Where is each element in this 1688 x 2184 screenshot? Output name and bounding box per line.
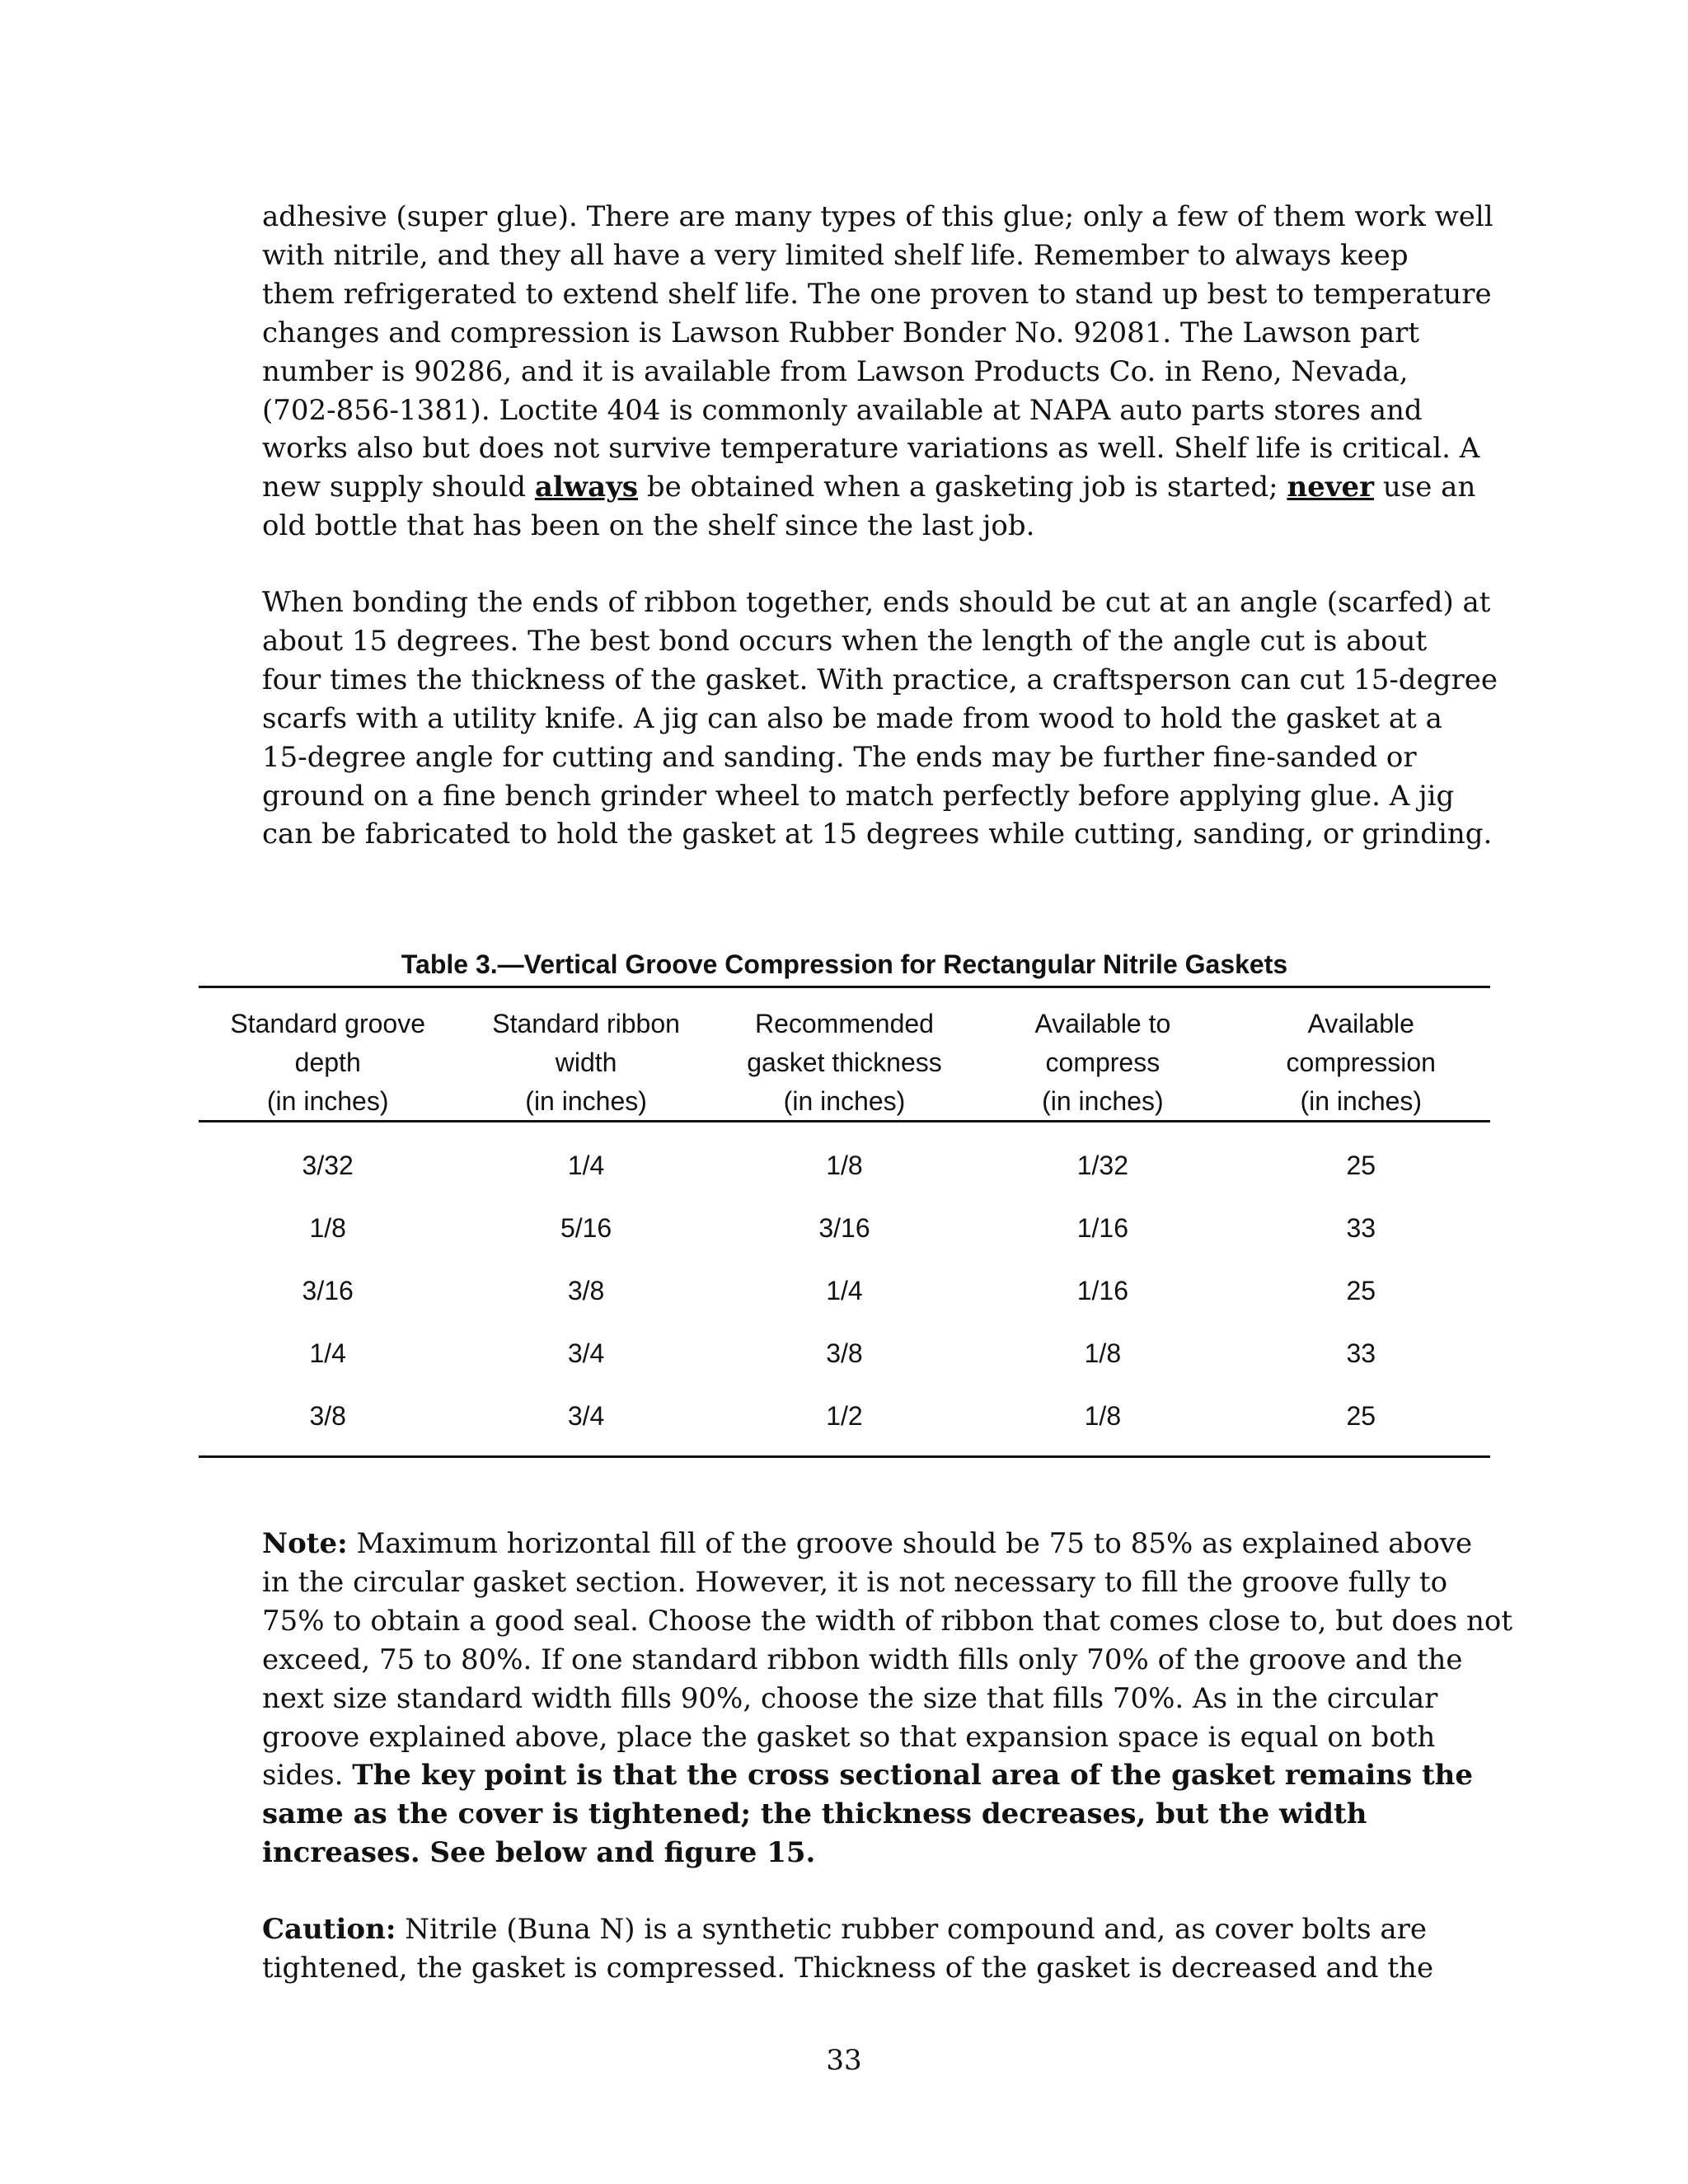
table-cell: 3/4 bbox=[567, 1401, 605, 1431]
table-title: Table 3.—Vertical Groove Compression for Rectangular Nitrile Gaskets bbox=[401, 949, 1288, 979]
table-cell: 3/8 bbox=[309, 1401, 346, 1431]
table-cell: 3/16 bbox=[302, 1276, 354, 1305]
table-cell: 25 bbox=[1346, 1401, 1376, 1431]
table-cell: 1/8 bbox=[826, 1151, 863, 1180]
table-cell: 25 bbox=[1346, 1151, 1376, 1180]
table-row bbox=[199, 1322, 1490, 1385]
header-gasket-thickness bbox=[715, 1005, 973, 1120]
text-line bbox=[262, 1756, 1498, 1795]
table-cell: 5/16 bbox=[560, 1213, 612, 1243]
header-available-to-compress bbox=[973, 1005, 1231, 1120]
key-point-text: The key point is that the cross sectional area of the gasket remains the bbox=[352, 1759, 1474, 1793]
table-cell: 3/16 bbox=[818, 1213, 870, 1243]
table-bottom-rule bbox=[199, 1455, 1490, 1458]
header-line: (in inches) bbox=[783, 1086, 906, 1116]
header-line: depth bbox=[294, 1047, 361, 1077]
text-line: old bottle that has been on the shelf since the last job. bbox=[262, 509, 1035, 543]
header-line: Recommended bbox=[754, 1009, 934, 1038]
text-segment: be obtained when a gasketing job is started; bbox=[638, 471, 1287, 504]
text-line: When bonding the ends of ribbon together, ends should be cut at an angle (scarfed) at bbox=[262, 586, 1491, 619]
header-line: Available to bbox=[1034, 1009, 1171, 1038]
caution-paragraph bbox=[262, 1910, 1498, 1988]
text-line: scarfs with a utility knife. A jig can also be made from wood to hold the gasket at a bbox=[262, 701, 1442, 735]
table-cell: 1/16 bbox=[1076, 1276, 1128, 1305]
header-line: Available bbox=[1307, 1009, 1414, 1038]
page-number: 33 bbox=[826, 2044, 862, 2077]
header-line: (in inches) bbox=[266, 1086, 389, 1116]
header-line: compression bbox=[1286, 1047, 1436, 1077]
table-cell: 3/4 bbox=[567, 1338, 605, 1368]
paragraph-bonding bbox=[262, 583, 1498, 854]
table-cell: 1/16 bbox=[1076, 1213, 1128, 1243]
table-cell: 3/8 bbox=[826, 1338, 863, 1368]
text-line: next size standard width fills 90%, choose the size that fills 70%. As in the circular bbox=[262, 1681, 1438, 1715]
text-segment: new supply should bbox=[262, 471, 535, 504]
text-line: exceed, 75 to 80%. If one standard ribbon width fills only 70% of the groove and the bbox=[262, 1643, 1463, 1676]
table-cell: 1/8 bbox=[1084, 1401, 1122, 1431]
text-line bbox=[262, 468, 1498, 507]
table-cell: 33 bbox=[1346, 1338, 1376, 1368]
text-line: tightened, the gasket is compressed. Thickness of the gasket is decreased and the bbox=[262, 1951, 1434, 1985]
note-paragraph bbox=[262, 1525, 1512, 1872]
text-line bbox=[262, 1910, 1498, 1949]
table-cell: 1/4 bbox=[567, 1151, 605, 1180]
text-line: ground on a fine bench grinder wheel to match perfectly before applying glue. A jig bbox=[262, 779, 1455, 813]
emphasis-never: never bbox=[1287, 471, 1375, 504]
text-line: works also but does not survive temperature variations as well. Shelf life is critical. A bbox=[262, 432, 1480, 466]
text-line: four times the thickness of the gasket. With practice, a craftsperson can cut 15-degree bbox=[262, 663, 1498, 696]
table-header-row bbox=[199, 988, 1490, 1120]
header-line: Standard groove bbox=[230, 1009, 425, 1038]
table-row bbox=[199, 1134, 1490, 1197]
header-line: (in inches) bbox=[1300, 1086, 1423, 1116]
header-line: Standard ribbon bbox=[492, 1009, 680, 1038]
text-line: groove explained above, place the gasket so that expansion space is equal on both bbox=[262, 1720, 1436, 1754]
table-cell: 1/2 bbox=[826, 1401, 863, 1431]
header-line: (in inches) bbox=[525, 1086, 647, 1116]
text-line: with nitrile, and they all have a very limited shelf life. Remember to always keep bbox=[262, 238, 1409, 272]
note-label: Note: bbox=[262, 1527, 348, 1560]
key-point-text: increases. See below and figure 15. bbox=[262, 1836, 816, 1870]
table-cell: 1/4 bbox=[826, 1276, 863, 1305]
header-line: gasket thickness bbox=[747, 1047, 942, 1077]
table-cell: 1/8 bbox=[309, 1213, 346, 1243]
caution-label: Caution: bbox=[262, 1913, 396, 1946]
table-row bbox=[199, 1259, 1490, 1322]
text-line: can be fabricated to hold the gasket at 15 degrees while cutting, sanding, or grinding. bbox=[262, 818, 1493, 851]
header-line: (in inches) bbox=[1042, 1086, 1164, 1116]
text-line: them refrigerated to extend shelf life. The one proven to stand up best to temperature bbox=[262, 277, 1492, 311]
text-segment: use an bbox=[1374, 471, 1476, 504]
header-line: compress bbox=[1045, 1047, 1160, 1077]
table-cell: 1/4 bbox=[309, 1338, 346, 1368]
header-line: width bbox=[555, 1047, 617, 1077]
paragraph-adhesive bbox=[262, 198, 1498, 546]
text-line: 15-degree angle for cutting and sanding. The ends may be further fine-sanded or bbox=[262, 740, 1417, 774]
text-line: in the circular gasket section. However, it is not necessary to fill the groove fully to bbox=[262, 1565, 1448, 1599]
table-cell: 25 bbox=[1346, 1276, 1376, 1305]
header-available-compression bbox=[1232, 1005, 1490, 1120]
table-cell: 3/32 bbox=[302, 1151, 354, 1180]
text-line: 75% to obtain a good seal. Choose the width of ribbon that comes close to, but does not bbox=[262, 1604, 1512, 1638]
key-point-text: same as the cover is tightened; the thickness decreases, but the width bbox=[262, 1797, 1367, 1831]
text-segment: Maximum horizontal fill of the groove should be 75 to 85% as explained above bbox=[347, 1527, 1473, 1560]
table-cell: 1/8 bbox=[1084, 1338, 1122, 1368]
header-groove-depth bbox=[199, 1005, 457, 1120]
table-cell: 1/32 bbox=[1076, 1151, 1128, 1180]
table-cell: 33 bbox=[1346, 1213, 1376, 1243]
text-line: (702-856-1381). Loctite 404 is commonly available at NAPA auto parts stores and bbox=[262, 393, 1423, 427]
text-line: adhesive (super glue). There are many types of this glue; only a few of them work well bbox=[262, 200, 1493, 233]
text-line: changes and compression is Lawson Rubber Bonder No. 92081. The Lawson part bbox=[262, 316, 1420, 349]
emphasis-always: always bbox=[534, 471, 639, 504]
table-row bbox=[199, 1197, 1490, 1259]
text-line: number is 90286, and it is available from Lawson Products Co. in Reno, Nevada, bbox=[262, 354, 1409, 388]
text-line: about 15 degrees. The best bond occurs when the length of the angle cut is about bbox=[262, 624, 1428, 658]
header-ribbon-width bbox=[457, 1005, 715, 1120]
table-cell: 3/8 bbox=[567, 1276, 605, 1305]
compression-table bbox=[199, 948, 1490, 1458]
table-row bbox=[199, 1385, 1490, 1447]
table-body bbox=[199, 1122, 1490, 1455]
text-segment: sides. bbox=[262, 1759, 353, 1793]
text-line bbox=[262, 1525, 1498, 1563]
text-segment: Nitrile (Buna N) is a synthetic rubber compound and, as cover bolts are bbox=[396, 1913, 1428, 1946]
